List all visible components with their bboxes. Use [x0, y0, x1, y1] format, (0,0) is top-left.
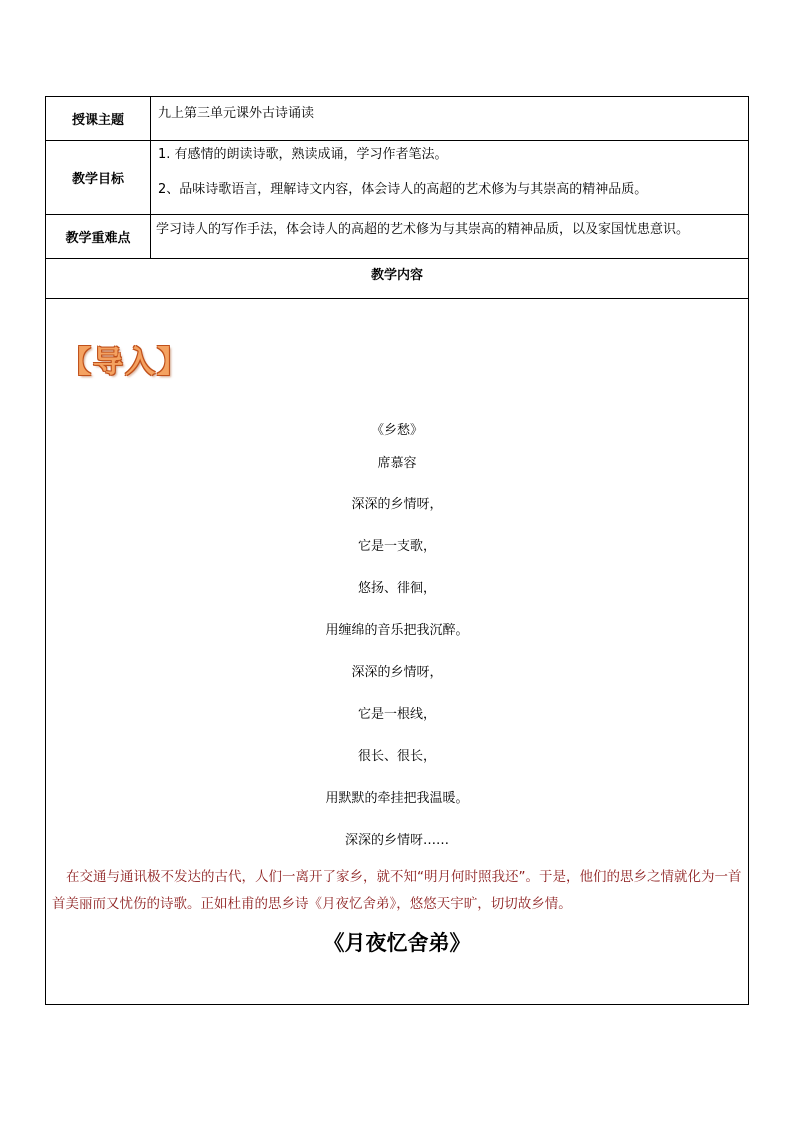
goal-item: 2、品味诗歌语言，理解诗文内容，体会诗人的高超的艺术修为与其崇高的精神品质。: [158, 182, 648, 197]
row-key-points: [46, 215, 748, 259]
row-subject: [46, 97, 748, 141]
poem-line: 用缠绵的音乐把我沉醉。: [325, 623, 469, 638]
poem-line: 它是一支歌，: [357, 539, 436, 554]
subject-value: 九上第三单元课外古诗诵读: [158, 106, 315, 121]
poem-line: 深深的乡情呀，: [351, 497, 443, 512]
poem-author: 席慕容: [377, 456, 417, 471]
goals-label: 教学目标: [46, 141, 151, 214]
content-area: [46, 299, 748, 1004]
subject-label: 授课主题: [46, 97, 151, 140]
poem-line: 很长、很长，: [357, 749, 436, 764]
key-points-value: 学习诗人的写作手法，体会诗人的高超的艺术修为与其崇高的精神品质，以及家国忧患意识。: [156, 222, 690, 237]
row-goals: [46, 141, 748, 215]
goals-list: [158, 146, 742, 216]
poem-line: 深深的乡情呀，: [351, 665, 443, 680]
poem-line: 它是一根线，: [357, 707, 436, 722]
goal-item: 1. 有感情的朗读诗歌，熟读成诵，学习作者笔法。: [158, 147, 448, 162]
next-poem-title: 《月夜忆舍弟》: [323, 931, 471, 955]
poem-title: 《乡愁》: [370, 423, 423, 438]
poem-line: 用默默的牵挂把我温暖。: [325, 791, 469, 806]
intro-badge: 【导入】: [61, 345, 189, 380]
lesson-table: [45, 96, 749, 1005]
key-points-label: 教学重难点: [46, 215, 151, 258]
content-header: 教学内容: [370, 268, 423, 283]
poem-line: 深深的乡情呀……: [344, 833, 449, 848]
row-content-header: [46, 259, 748, 299]
poem: [46, 422, 748, 874]
poem-line: 悠扬、徘徊，: [357, 581, 436, 596]
narrative-paragraph: 在交通与通讯极不发达的古代，人们一离开了家乡，就不知“明月何时照我还”。于是，他们的思乡之情就化为一首首美丽而又忧伤的诗歌。正如杜甫的思乡诗《月夜忆舍弟》，悠悠天宇旷，切切故乡情。: [52, 869, 742, 912]
